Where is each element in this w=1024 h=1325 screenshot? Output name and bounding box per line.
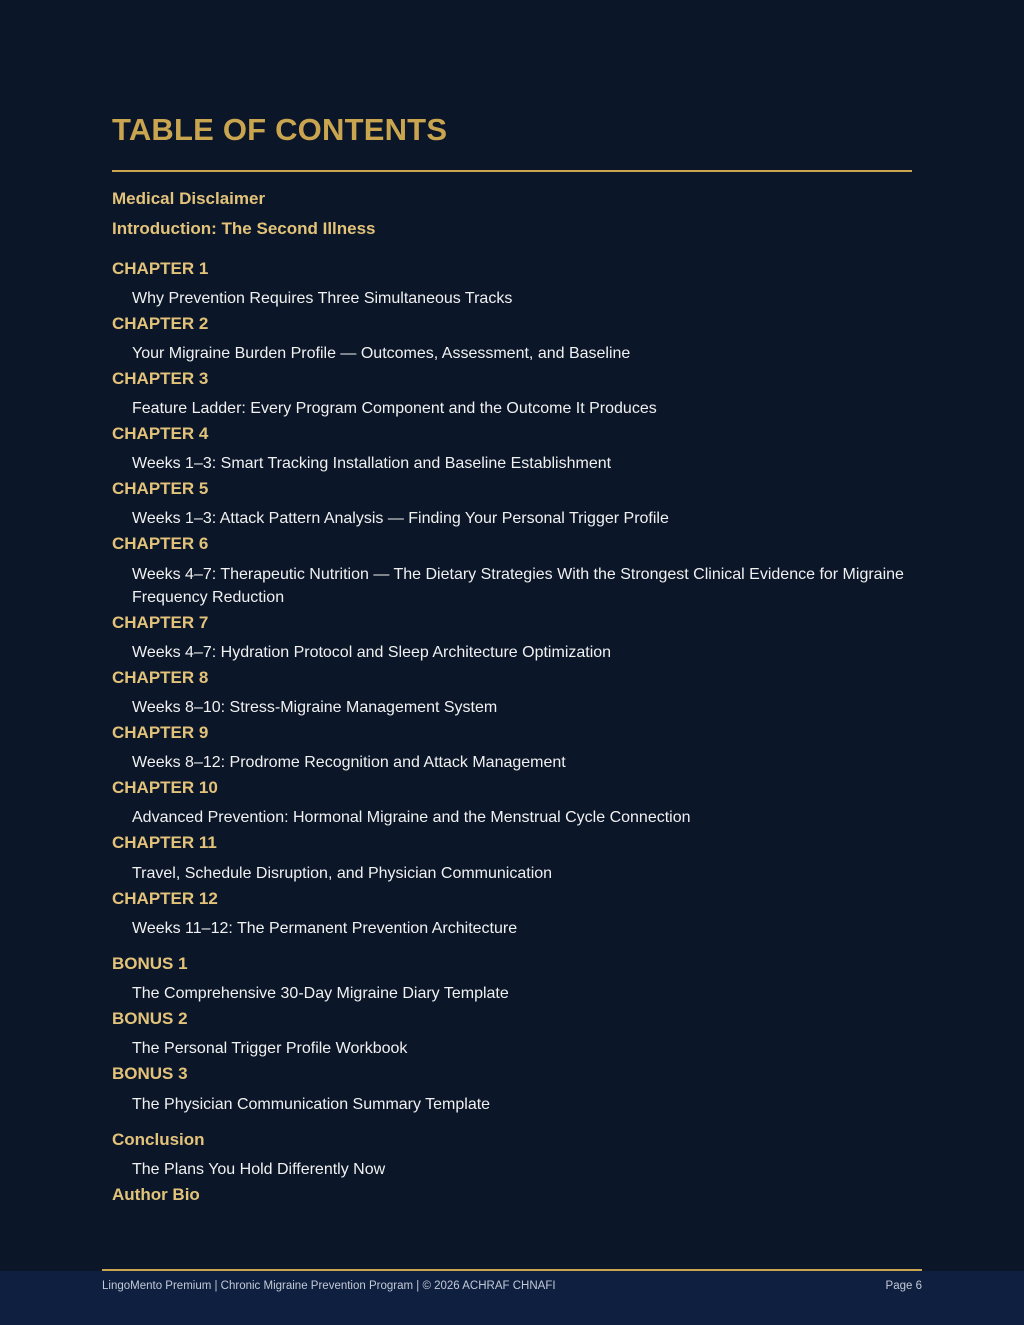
toc-bonus-1-label[interactable]: BONUS 1: [112, 954, 188, 973]
toc-chapter-7-label[interactable]: CHAPTER 7: [112, 613, 209, 632]
toc-chapter-6-label[interactable]: CHAPTER 6: [112, 534, 209, 553]
toc-chapter-5-title[interactable]: Weeks 1–3: Attack Pattern Analysis — Finding Your Personal Trigger Profile: [132, 510, 669, 527]
toc-chapter-12-label[interactable]: CHAPTER 12: [112, 889, 218, 908]
toc-chapter-1-title[interactable]: Why Prevention Requires Three Simultaneous Tracks: [132, 290, 513, 307]
toc-chapter-4-label[interactable]: CHAPTER 4: [112, 424, 209, 443]
toc-chapter-4-title[interactable]: Weeks 1–3: Smart Tracking Installation and Baseline Establishment: [132, 455, 612, 472]
toc-chapter-2-label[interactable]: CHAPTER 2: [112, 314, 209, 333]
toc-chapter-9-label[interactable]: CHAPTER 9: [112, 723, 209, 742]
toc-bonus-2-label[interactable]: BONUS 2: [112, 1009, 188, 1028]
toc-conclusion-title[interactable]: The Plans You Hold Differently Now: [132, 1161, 386, 1178]
toc-bonus-3-title[interactable]: The Physician Communication Summary Template: [132, 1096, 491, 1113]
toc-bonus-3-label[interactable]: BONUS 3: [112, 1064, 188, 1083]
toc-chapter-10-label[interactable]: CHAPTER 10: [112, 778, 218, 797]
toc-chapter-5-label[interactable]: CHAPTER 5: [112, 479, 209, 498]
toc-chapter-12-title[interactable]: Weeks 11–12: The Permanent Prevention Architecture: [132, 920, 518, 937]
toc-chapter-11-label[interactable]: CHAPTER 11: [112, 833, 217, 852]
footer-divider: [102, 1269, 922, 1271]
toc-chapter-11-title[interactable]: Travel, Schedule Disruption, and Physician Communication: [132, 865, 553, 882]
title-divider: [112, 170, 912, 172]
toc-chapter-1-label[interactable]: CHAPTER 1: [112, 259, 209, 278]
toc-chapter-8-title[interactable]: Weeks 8–10: Stress-Migraine Management System: [132, 699, 498, 716]
toc-disclaimer[interactable]: Medical Disclaimer: [112, 189, 266, 208]
page-number: Page 6: [885, 1280, 922, 1292]
toc-chapter-10-title[interactable]: Advanced Prevention: Hormonal Migraine and the Menstrual Cycle Connection: [132, 809, 691, 826]
toc-chapter-9-title[interactable]: Weeks 8–12: Prodrome Recognition and Attack Management: [132, 754, 566, 771]
toc-author-bio[interactable]: Author Bio: [112, 1185, 200, 1204]
toc-bonus-2-title[interactable]: The Personal Trigger Profile Workbook: [132, 1040, 408, 1057]
toc-chapter-7-title[interactable]: Weeks 4–7: Hydration Protocol and Sleep Architecture Optimization: [132, 644, 612, 661]
toc-chapter-6-title[interactable]: Weeks 4–7: Therapeutic Nutrition — The Dietary Strategies With the Strongest Clinical Evidence for Migraine Frequency Reduction: [132, 566, 904, 606]
toc-chapter-3-label[interactable]: CHAPTER 3: [112, 369, 209, 388]
toc-chapter-2-title[interactable]: Your Migraine Burden Profile — Outcomes, Assessment, and Baseline: [132, 345, 631, 362]
page-title: TABLE OF CONTENTS: [112, 112, 448, 147]
toc-introduction[interactable]: Introduction: The Second Illness: [112, 219, 376, 238]
footer-copyright: LingoMento Premium | Chronic Migraine Prevention Program | © 2026 ACHRAF CHNAFI: [102, 1280, 556, 1292]
toc-chapter-3-title[interactable]: Feature Ladder: Every Program Component and the Outcome It Produces: [132, 400, 657, 417]
toc-bonus-1-title[interactable]: The Comprehensive 30-Day Migraine Diary Template: [132, 985, 509, 1002]
toc-chapter-8-label[interactable]: CHAPTER 8: [112, 668, 209, 687]
toc-conclusion-label[interactable]: Conclusion: [112, 1130, 205, 1149]
